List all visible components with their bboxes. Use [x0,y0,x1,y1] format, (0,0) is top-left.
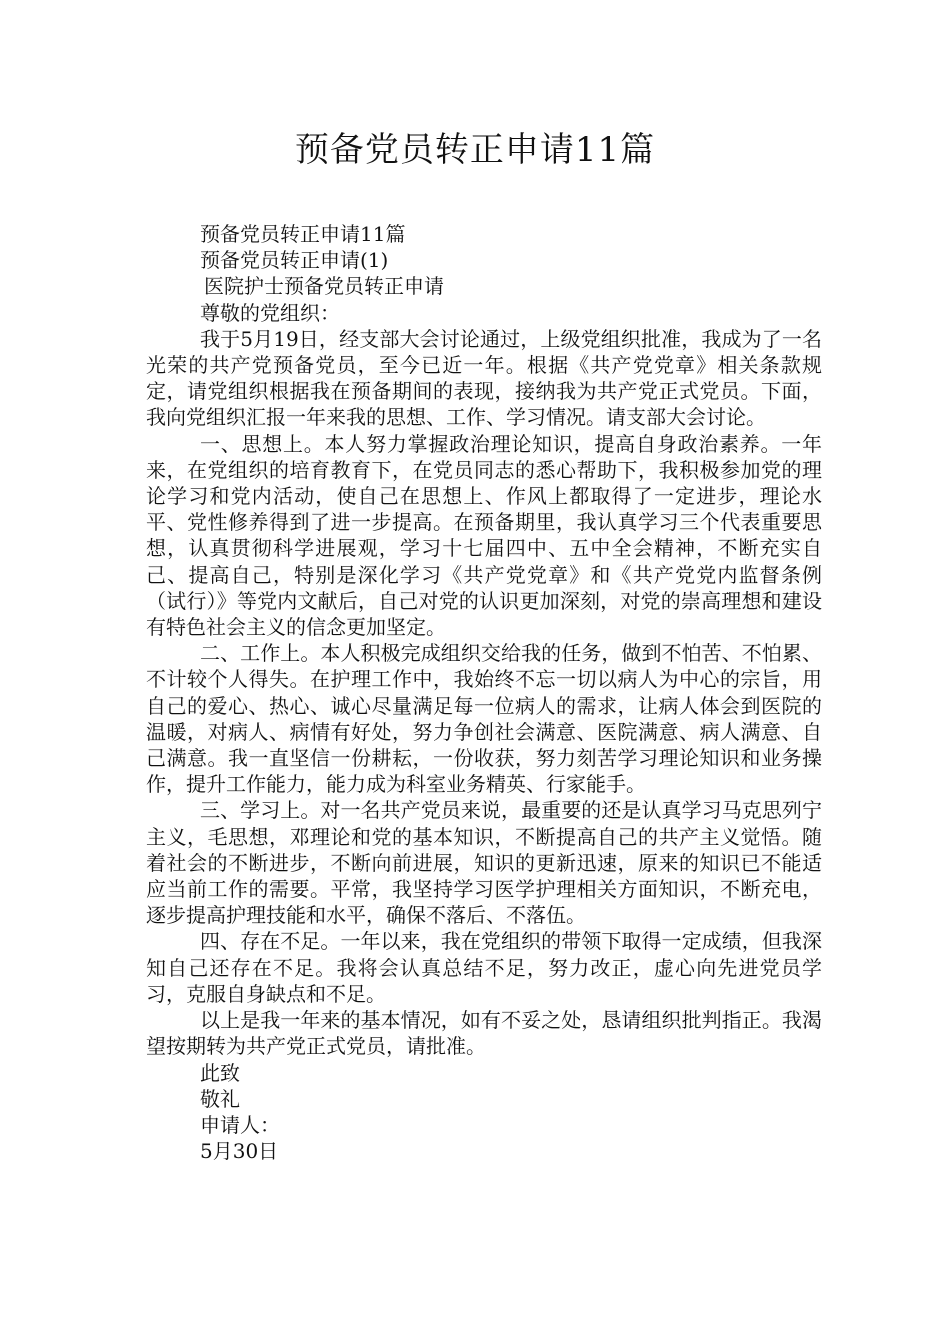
paragraph-study: 三、学习上。对一名共产党员来说，最重要的还是认真学习马克思列宁主义，毛思想，邓理论和党的基本知识，不断提高自己的共产主义觉悟。随着社会的不断进步，不断向前进展，知识的更新迅速，原来的知识已不能适应当前工作的需要。平常，我坚持学习医学护理相关方面知识，不断充电，逐步提高护理技能和水平，确保不落后、不落伍。 [146,798,822,928]
applicant-label: 申请人： [200,1112,280,1137]
paragraph-work: 二、工作上。本人积极完成组织交给我的任务，做到不怕苦、不怕累、不计较个人得失。在护理工作中，我始终不忘一切以病人为中心的宗旨，用自己的爱心、热心、诚心尽量满足每一位病人的需求，让病人体会到医院的温暖，对病人、病情有好处，努力争创社会满意、医院满意、病人满意、自己满意。我一直坚信一份耕耘，一份收获，努力刻苦学习理论知识和业务操作，提升工作能力，能力成为科室业务精英、行家能手。 [146,641,822,797]
paragraph-intro: 我于5月19日，经支部大会讨论通过，上级党组织批准，我成为了一名光荣的共产党预备党员，至今已近一年。根据《共产党党章》相关条款规定，请党组织根据我在预备期间的表现，接纳我为共产党正式党员。下面，我向党组织汇报一年来我的思想、工作、学习情况。请支部大会讨论。 [146,326,822,430]
paragraph-conclusion: 以上是我一年来的基本情况，如有不妥之处，恳请组织批判指正。我渴望按期转为共产党正式党员，请批准。 [146,1008,822,1059]
paragraph-shortcomings: 四、存在不足。一年以来，我在党组织的带领下取得一定成绩，但我深知自己还存在不足。我将会认真总结不足，努力改正，虚心向先进党员学习，克服自身缺点和不足。 [146,929,822,1006]
salutation: 尊敬的党组织： [200,300,340,325]
closing-salute-2: 敬礼 [200,1086,240,1111]
letter-title: 医院护士预备党员转正申请 [204,274,444,299]
date-line: 5月30日 [200,1139,279,1164]
section-heading: 预备党员转正申请(1) [200,248,389,273]
subtitle-line: 预备党员转正申请11篇 [200,222,406,246]
paragraph-thought: 一、思想上。本人努力掌握政治理论知识，提高自身政治素养。一年来，在党组织的培育教育下，在党员同志的悉心帮助下，我积极参加党的理论学习和党内活动，使自己在思想上、作风上都取得了一定进步，理论水平、党性修养得到了进一步提高。在预备期里，我认真学习三个代表重要思想，认真贯彻科学进展观，学习十七届四中、五中全会精神，不断充实自己、提高自己，特别是深化学习《共产党党章》和《共产党党内监督条例（试行）》等党内文献后，自己对党的认识更加深刻，对党的崇高理想和建设有特色社会主义的信念更加坚定。 [146,431,822,640]
document-body [146,221,822,1164]
closing-salute-1: 此致 [200,1060,240,1085]
document-title: 预备党员转正申请11篇 [294,130,656,170]
